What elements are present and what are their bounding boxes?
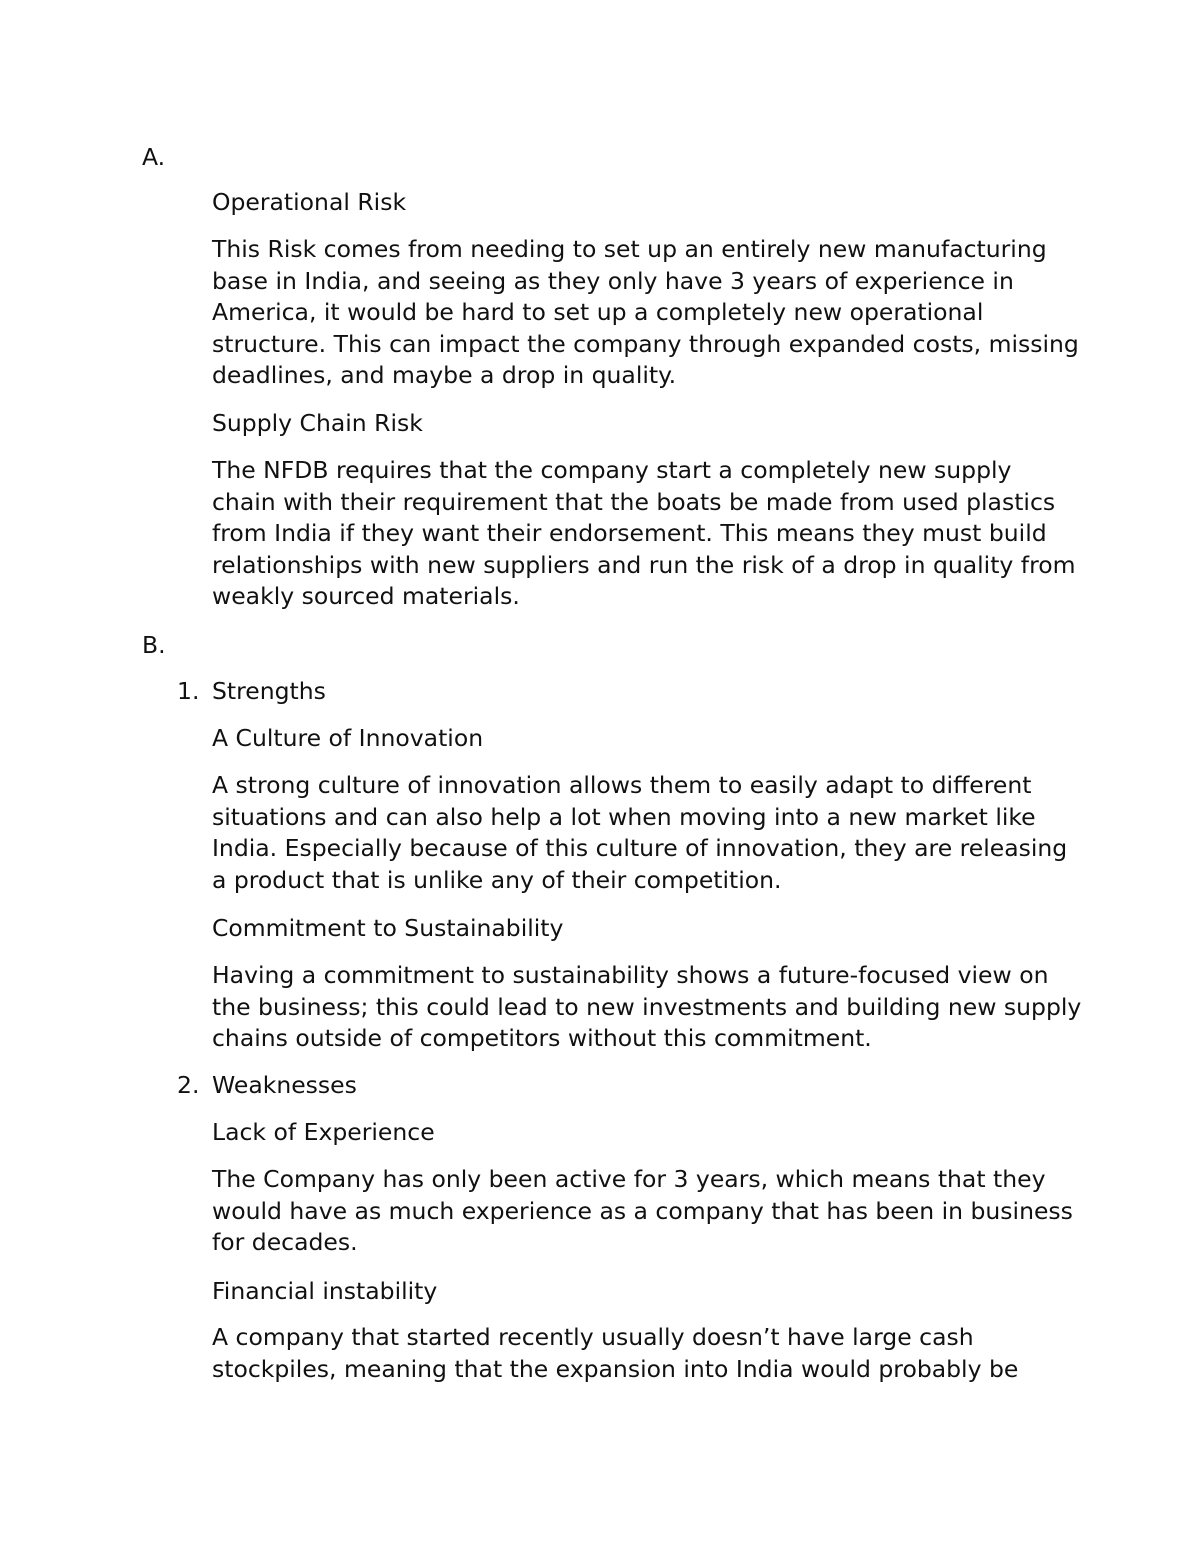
- financial-instability-body: A company that started recently usually doesn’t have large cash stockpiles, meaning that the expansion into India would probably be: [212, 1323, 1019, 1383]
- commitment-to-sustainability-body: Having a commitment to sustainability shows a future-focused view on the business; this could lead to new investments and building new supply chains outside of competitors without this commitment.: [212, 961, 1082, 1052]
- operational-risk-heading: Operational Risk: [212, 188, 407, 216]
- lack-of-experience-heading: Lack of Experience: [212, 1118, 435, 1146]
- financial-instability-heading: Financial instability: [212, 1277, 438, 1305]
- list-number-weaknesses: 2.: [177, 1071, 200, 1099]
- operational-risk-body: This Risk comes from needing to set up an entirely new manufacturing base in India, and seeing as they only have 3 years of experience in America, it would be hard to set up a completely new operational structure. This can impact the company through expanded costs, missing deadlines, and maybe a drop in quality.: [212, 235, 1079, 389]
- list-number-strengths: 1.: [177, 677, 200, 705]
- supply-chain-risk-body: The NFDB requires that the company start a completely new supply chain with their requirement that the boats be made from used plastics from India if they want their endorsement. This means they must build relationships with new suppliers and run the risk of a drop in quality from weakly sourced materials.: [212, 456, 1076, 610]
- commitment-to-sustainability-heading: Commitment to Sustainability: [212, 914, 564, 942]
- culture-of-innovation-heading: A Culture of Innovation: [212, 724, 484, 752]
- strengths-title: Strengths: [212, 677, 326, 705]
- culture-of-innovation-body: A strong culture of innovation allows them to easily adapt to different situations and can also help a lot when moving into a new market like India. Especially because of this culture of innovation, they are releasing a product that is unlike any of their competition.: [212, 771, 1068, 894]
- section-b-label: B.: [142, 631, 166, 659]
- lack-of-experience-body: The Company has only been active for 3 years, which means that they would have as much experience as a company that has been in business for decades.: [212, 1165, 1073, 1256]
- supply-chain-risk-heading: Supply Chain Risk: [212, 409, 423, 437]
- weaknesses-title: Weaknesses: [212, 1071, 357, 1099]
- section-a-label: A.: [142, 143, 166, 171]
